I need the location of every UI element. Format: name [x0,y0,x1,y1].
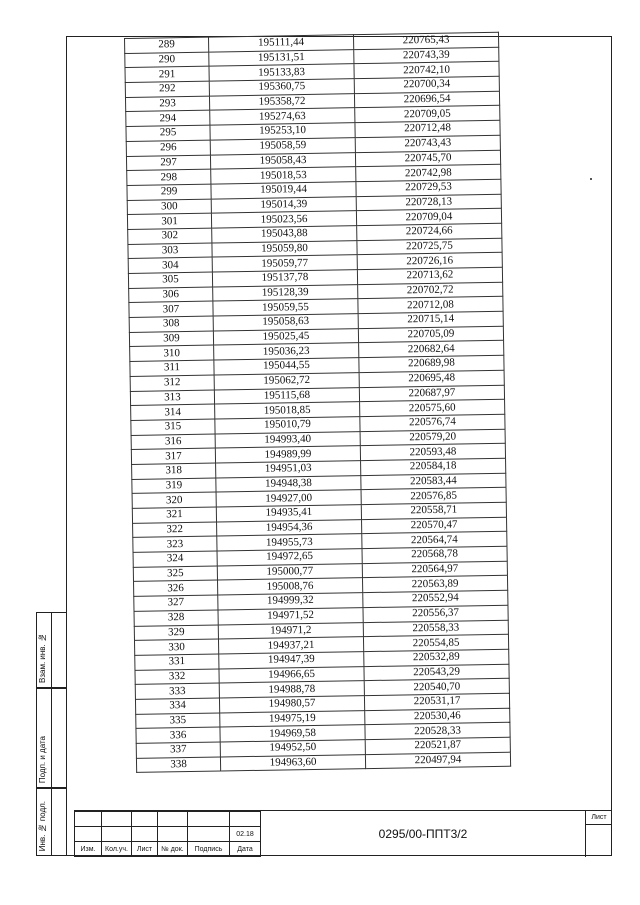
coord-y: 220570,47 [362,517,507,534]
coord-y: 220713,62 [357,267,502,284]
point-number: 336 [136,727,220,743]
coord-y: 220563,89 [362,576,507,593]
coord-x: 195014,39 [211,196,356,213]
coord-y: 220532,89 [364,649,509,666]
coord-x: 194980,57 [219,696,364,713]
coord-x: 195059,55 [213,299,358,316]
header-podpis: Подпись [188,842,230,857]
point-number: 315 [131,419,215,435]
coord-x: 194955,73 [217,534,362,551]
coord-y: 220554,85 [363,634,508,651]
point-number: 301 [127,213,211,229]
point-number: 329 [134,625,218,641]
point-number: 300 [127,199,211,215]
coord-y: 220682,64 [359,341,504,358]
header-kol-uch: Кол.уч. [102,842,132,857]
coord-x: 194989,99 [215,446,360,463]
coord-x: 195358,72 [209,93,354,110]
coord-y: 220696,54 [354,91,499,108]
coord-y: 220558,71 [361,502,506,519]
coord-x: 194954,36 [217,519,362,536]
coord-y: 220709,04 [356,209,501,226]
coord-x: 194988,78 [219,681,364,698]
coord-y: 220742,10 [354,62,499,79]
point-number: 333 [135,683,219,699]
point-number: 297 [126,155,210,171]
document-code: 0295/00-ППТ3/2 [260,811,586,857]
coord-y: 220531,17 [364,693,509,710]
coord-x: 194971,52 [218,607,363,624]
coord-y: 220712,08 [358,297,503,314]
point-number: 295 [126,125,210,141]
stamp-podp-data-label: Подп. и дата [38,735,47,783]
sheet-cell [586,811,612,857]
coord-y: 220528,33 [365,723,510,740]
stamp-podp-data [36,688,66,788]
coord-y: 220593,48 [360,443,505,460]
header-n-dok: № док. [158,842,188,857]
coord-x: 195059,77 [212,255,357,272]
point-number: 319 [132,478,216,494]
coord-x: 195025,45 [213,328,358,345]
coord-x: 194966,65 [219,666,364,683]
point-number: 332 [135,669,219,685]
coord-y: 220724,66 [357,223,502,240]
coord-x: 194947,39 [219,651,364,668]
stamp-inv-podl-label: Инв. № подл. [38,800,47,851]
point-number: 299 [127,184,211,200]
coord-x: 195023,56 [211,211,356,228]
point-number: 291 [125,66,209,82]
coord-y: 220745,70 [355,150,500,167]
point-number: 323 [133,536,217,552]
point-number: 320 [132,492,216,508]
coord-x: 195058,63 [213,314,358,331]
coord-y: 220584,18 [361,458,506,475]
coord-y: 220695,48 [359,370,504,387]
coord-x: 194972,65 [217,549,362,566]
coord-y: 220715,14 [358,311,503,328]
coord-x: 195018,53 [211,167,356,184]
revision-grid [74,811,261,857]
coord-x: 195274,63 [210,108,355,125]
coordinates-table [124,32,511,773]
coord-x: 195059,80 [212,240,357,257]
point-number: 318 [132,463,216,479]
coord-y: 220583,44 [361,473,506,490]
point-number: 293 [125,96,209,112]
coord-y: 220530,46 [365,708,510,725]
coord-y: 220558,33 [363,620,508,637]
coord-y: 220702,72 [358,282,503,299]
coord-y: 220497,94 [365,752,510,769]
point-number: 292 [125,81,209,97]
coord-y: 220765,43 [353,32,498,49]
coord-y: 220726,16 [357,253,502,270]
coord-x: 195008,76 [218,578,363,595]
coord-x: 194993,40 [215,431,360,448]
coord-y: 220579,20 [360,429,505,446]
coord-y: 220725,75 [357,238,502,255]
revision-date: 02.18 [230,827,261,842]
coord-x: 194975,19 [220,710,365,727]
header-izm: Изм. [75,842,102,857]
coord-x: 195111,44 [208,35,353,52]
coord-y: 220705,09 [358,326,503,343]
coord-x: 194948,38 [216,475,361,492]
point-number: 313 [130,390,214,406]
coord-x: 195253,10 [210,123,355,140]
coord-x: 195133,83 [209,64,354,81]
coord-x: 194935,41 [216,505,361,522]
coord-y: 220743,39 [354,47,499,64]
coord-x: 195043,88 [212,226,357,243]
coord-x: 195036,23 [214,343,359,360]
point-number: 328 [134,610,218,626]
point-number: 294 [126,111,210,127]
scan-speck [590,178,592,180]
coord-x: 194927,00 [216,490,361,507]
point-number: 338 [136,757,220,773]
stamp-vzam-inv [36,612,66,688]
coord-y: 220552,94 [363,590,508,607]
point-number: 310 [130,345,214,361]
point-number: 337 [136,742,220,758]
coord-x: 195019,44 [211,182,356,199]
header-list: Лист [132,842,158,857]
point-number: 327 [134,595,218,611]
point-number: 321 [132,507,216,523]
point-number: 325 [133,566,217,582]
coord-x: 194952,50 [220,740,365,757]
coord-y: 220575,60 [360,399,505,416]
coord-y: 220576,74 [360,414,505,431]
coord-y: 220564,97 [362,561,507,578]
sheet-label: Лист [586,811,612,825]
coord-x: 195010,79 [215,417,360,434]
point-number: 289 [125,37,209,53]
coord-y: 220728,13 [356,194,501,211]
coord-y: 220556,37 [363,605,508,622]
coord-y: 220712,48 [355,120,500,137]
coord-x: 195360,75 [209,79,354,96]
coord-y: 220521,87 [365,737,510,754]
coord-y: 220729,53 [356,179,501,196]
coord-y: 220576,85 [361,488,506,505]
point-number: 308 [129,316,213,332]
point-number: 322 [133,522,217,538]
coord-y: 220687,97 [359,385,504,402]
coord-y: 220540,70 [364,678,509,695]
coord-x: 195000,77 [217,563,362,580]
point-number: 311 [130,360,214,376]
point-number: 304 [128,257,212,273]
point-number: 326 [134,580,218,596]
point-number: 309 [129,331,213,347]
coord-x: 195018,85 [215,402,360,419]
coord-x: 195058,43 [210,152,355,169]
coord-x: 195058,59 [210,137,355,154]
point-number: 331 [135,654,219,670]
coord-x: 194963,60 [220,754,365,771]
point-number: 296 [126,140,210,156]
coord-y: 220709,05 [355,106,500,123]
coord-y: 220743,43 [355,135,500,152]
point-number: 307 [129,301,213,317]
coord-x: 195044,55 [214,358,359,375]
point-number: 305 [128,272,212,288]
header-data: Дата [230,842,261,857]
coord-x: 194937,21 [218,637,363,654]
coord-y: 220568,78 [362,546,507,563]
coord-y: 220742,98 [356,164,501,181]
point-number: 298 [127,169,211,185]
coord-y: 220700,34 [354,76,499,93]
point-number: 324 [133,551,217,567]
coord-x: 194951,03 [216,461,361,478]
coord-x: 194999,32 [218,593,363,610]
coord-y: 220689,98 [359,355,504,372]
point-number: 314 [131,404,215,420]
point-number: 316 [131,434,215,450]
point-number: 330 [134,639,218,655]
point-number: 334 [135,698,219,714]
point-number: 290 [125,52,209,68]
point-number: 303 [128,243,212,259]
point-number: 335 [136,713,220,729]
point-number: 312 [130,375,214,391]
coord-y: 220564,74 [362,532,507,549]
point-number: 306 [129,287,213,303]
coord-x: 195128,39 [213,284,358,301]
coord-x: 195137,78 [212,270,357,287]
point-number: 317 [131,448,215,464]
stamp-inv-podl [36,788,66,856]
coord-x: 194971,2 [218,622,363,639]
coord-x: 195062,72 [214,372,359,389]
coord-x: 195131,51 [209,49,354,66]
stamp-vzam-inv-label: Взам. инв. № [38,633,47,683]
title-block [74,810,612,856]
point-number: 302 [128,228,212,244]
coord-y: 220543,29 [364,664,509,681]
coord-x: 194969,58 [220,725,365,742]
coord-x: 195115,68 [214,387,359,404]
